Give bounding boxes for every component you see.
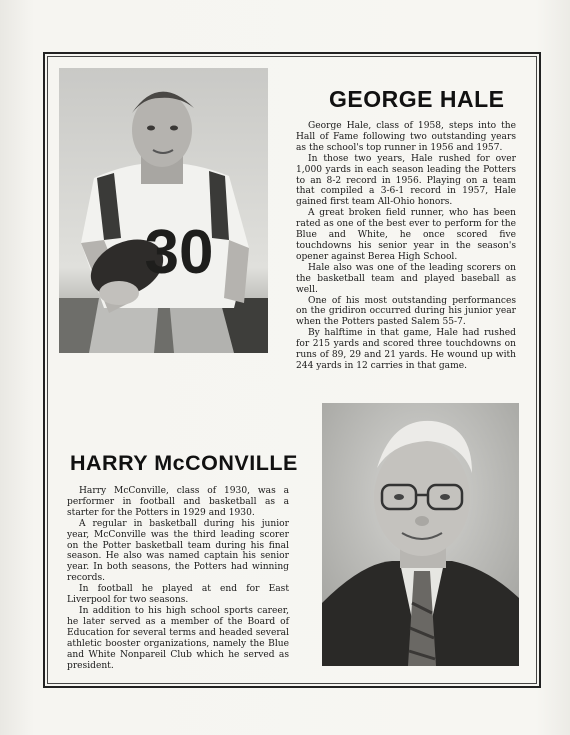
- jersey-number: 30: [144, 218, 214, 287]
- bio-paragraph: One of his most outstanding performances on the gridiron occurred during his junior year when the Potters pasted Salem 55-7.: [296, 295, 516, 328]
- bio-paragraph: By halftime in that game, Hale had rushed for 215 yards and scored three touchdowns on runs of 89, 29 and 21 yards. He wound up with 244 yards in 12 carries in that game.: [296, 328, 516, 371]
- bio-paragraph: In those two years, Hale rushed for over 1,000 yards in each season leading the Potters to an 8-2 record in 1956. Playing on a team that compiled a 3-6-1 record in 1957, Hale gained first team All-Ohio honors.: [296, 153, 516, 208]
- bio-paragraph: A regular in basketball during his junior year, McConville was the third leading scorer on the Potter basketball team during his final season. He also was named captain his senior year. In both seasons, the Potters had winning records.: [67, 518, 289, 584]
- bio-paragraph: In addition to his high school sports career, he later served as a member of the Board of Education for several terms and headed several athletic booster organizations, namely the Blue and White Nonpareil Club which he served as president.: [67, 605, 289, 671]
- mcconville-name-heading: HARRY McCONVILLE: [70, 451, 298, 475]
- mcconville-biography: [67, 486, 289, 671]
- hale-biography: [296, 121, 516, 372]
- harry-mcconville-photo: [322, 403, 519, 666]
- bio-paragraph: George Hale, class of 1958, steps into the Hall of Fame following two outstanding years as the school's top runner in 1956 and 1957.: [296, 121, 516, 153]
- george-hale-photo: [59, 68, 268, 353]
- hale-name-heading: GEORGE HALE: [329, 86, 505, 112]
- bio-paragraph: Hale also was one of the leading scorers on the basketball team and played baseball as well.: [296, 262, 516, 295]
- bio-paragraph: A great broken field runner, who has been rated as one of the best ever to perform for the Blue and White, he once scored five touchdowns his senior year in the season's opener against Berea High School.: [296, 208, 516, 262]
- bio-paragraph: In football he played at end for East Liverpool for two seasons.: [67, 584, 289, 606]
- bio-paragraph: Harry McConville, class of 1930, was a performer in football and basketball as a starter for the Potters in 1929 and 1930.: [67, 486, 289, 518]
